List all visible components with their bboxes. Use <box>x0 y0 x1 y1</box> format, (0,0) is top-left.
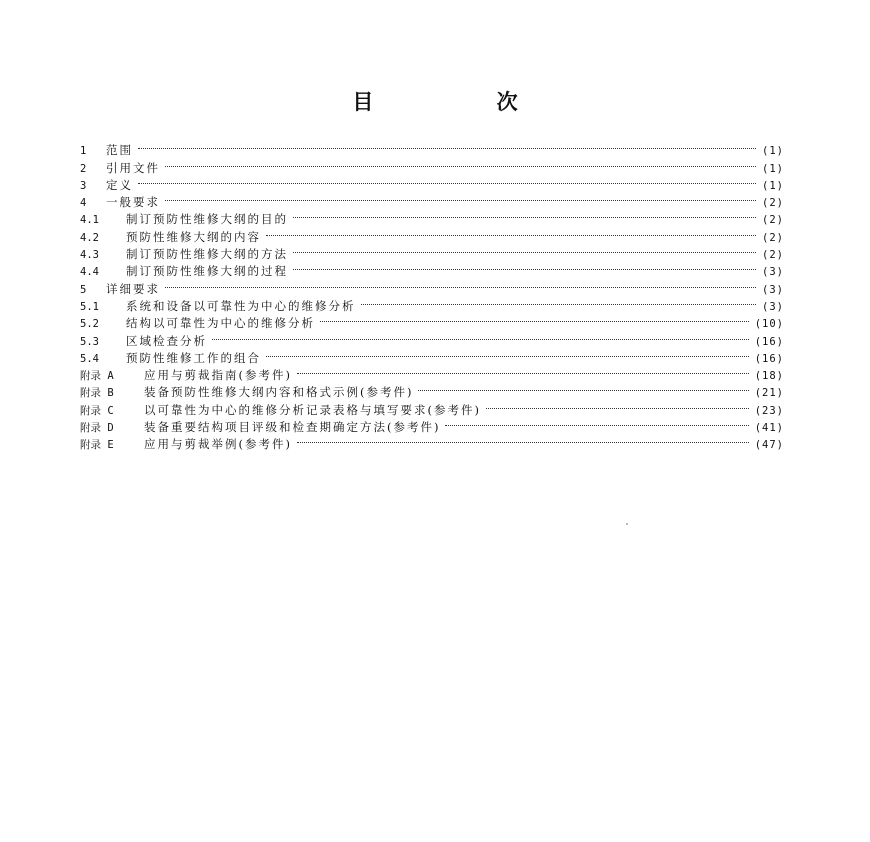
toc-entry-number: 4 <box>80 197 87 210</box>
toc-entry-page: (3) <box>762 283 784 296</box>
toc-entry-page: (21) <box>754 387 784 400</box>
toc-entry-page: (16) <box>754 352 784 365</box>
toc-entry-page: (2) <box>762 249 784 262</box>
toc-entry-page: (16) <box>754 335 784 348</box>
toc-entry <box>80 275 784 296</box>
toc-leader-dots <box>266 223 756 240</box>
toc-entry <box>80 206 784 227</box>
toc-entry <box>80 189 784 210</box>
toc-entry-number: 1 <box>80 145 87 158</box>
toc-entry-page: (18) <box>754 370 784 383</box>
toc-entry-title: 制订预防性维修大纲的方法 <box>126 247 288 262</box>
toc-entry-number: 5.1 <box>80 300 99 313</box>
toc-entry-page: (1) <box>762 179 784 192</box>
scan-speck <box>626 523 628 525</box>
toc-entry-number: 4.1 <box>80 214 99 227</box>
toc-leader-dots <box>165 275 756 292</box>
page-title: 目 次 <box>352 90 576 114</box>
toc-entry-page: (2) <box>762 214 784 227</box>
toc-entry-title: 区域检查分析 <box>126 333 207 348</box>
toc-entry-number: 5.4 <box>80 352 99 365</box>
toc-entry-page: (3) <box>762 300 784 313</box>
toc-leader-dots <box>293 206 756 223</box>
toc-entry-number: 4.4 <box>80 266 99 279</box>
toc-entry-title: 装备重要结构项目评级和检查期确定方法(参考件) <box>144 420 441 435</box>
toc-entry-number: 4.2 <box>80 231 99 244</box>
toc-entry <box>80 293 784 313</box>
toc-entry-title: 制订预防性维修大纲的过程 <box>126 264 288 279</box>
toc-entry-page: (2) <box>762 231 784 244</box>
toc-entry-number: 2 <box>80 162 87 175</box>
toc-entry-page: (1) <box>762 145 784 158</box>
toc-leader-dots <box>293 258 756 275</box>
toc-entry-page: (41) <box>754 422 784 435</box>
toc-entry-number: 附录 B <box>80 387 114 400</box>
toc-leader-dots <box>361 293 757 310</box>
toc-entry <box>80 154 784 175</box>
toc-entry-page: (23) <box>754 404 784 417</box>
toc-entry-title: 以可靠性为中心的维修分析记录表格与填写要求(参考件) <box>144 402 481 417</box>
toc-entry-title: 范围 <box>106 143 133 158</box>
toc-leader-dots <box>293 241 756 258</box>
toc-leader-dots <box>297 362 749 379</box>
toc-leader-dots <box>138 137 756 154</box>
toc-entry-number: 3 <box>80 179 87 192</box>
toc-entry <box>80 137 784 158</box>
toc-entry-page: (3) <box>762 266 784 279</box>
toc-entry-title: 结构以可靠性为中心的维修分析 <box>126 316 315 331</box>
toc-leader-dots <box>138 172 756 189</box>
toc-leader-dots <box>418 379 748 396</box>
toc-entry-title: 预防性维修工作的组合 <box>126 350 261 365</box>
toc-leader-dots <box>165 189 756 206</box>
toc-entry-title: 预防性维修大纲的内容 <box>126 229 261 244</box>
toc-entry-title: 装备预防性维修大纲内容和格式示例(参考件) <box>144 385 414 400</box>
toc-leader-dots <box>320 310 749 327</box>
toc-entry-page: (10) <box>754 318 784 331</box>
toc-leader-dots <box>165 154 756 171</box>
toc-entry-number: 5.3 <box>80 335 99 348</box>
toc-entry-page: (1) <box>762 162 784 175</box>
toc-leader-dots <box>486 396 749 413</box>
toc-entry-number: 5 <box>80 283 87 296</box>
toc-entry-page: (47) <box>754 439 784 452</box>
toc-entry-title: 引用文件 <box>106 160 160 175</box>
toc-entry <box>80 172 784 192</box>
toc-entry-number: 附录 A <box>80 370 114 383</box>
toc-entry-title: 定义 <box>106 177 133 192</box>
toc-entry-title: 应用与剪裁举例(参考件) <box>144 437 292 452</box>
toc-entry-number: 附录 D <box>80 422 114 435</box>
toc-entry-title: 详细要求 <box>106 281 160 296</box>
toc-leader-dots <box>445 414 748 431</box>
toc-entry-page: (2) <box>762 197 784 210</box>
toc-entry-number: 附录 C <box>80 404 114 417</box>
toc-entry-title: 应用与剪裁指南(参考件) <box>144 368 292 383</box>
toc-entry-title: 一般要求 <box>106 195 160 210</box>
toc-entry-number: 4.3 <box>80 249 99 262</box>
toc-leader-dots <box>266 345 749 362</box>
toc-entry-number: 5.2 <box>80 318 99 331</box>
toc-entry-title: 制订预防性维修大纲的目的 <box>126 212 288 227</box>
toc-leader-dots <box>297 431 749 448</box>
toc-entry-title: 系统和设备以可靠性为中心的维修分析 <box>126 298 356 313</box>
toc-leader-dots <box>212 327 749 344</box>
toc-entry-number: 附录 E <box>80 439 114 452</box>
table-of-contents <box>80 137 784 452</box>
